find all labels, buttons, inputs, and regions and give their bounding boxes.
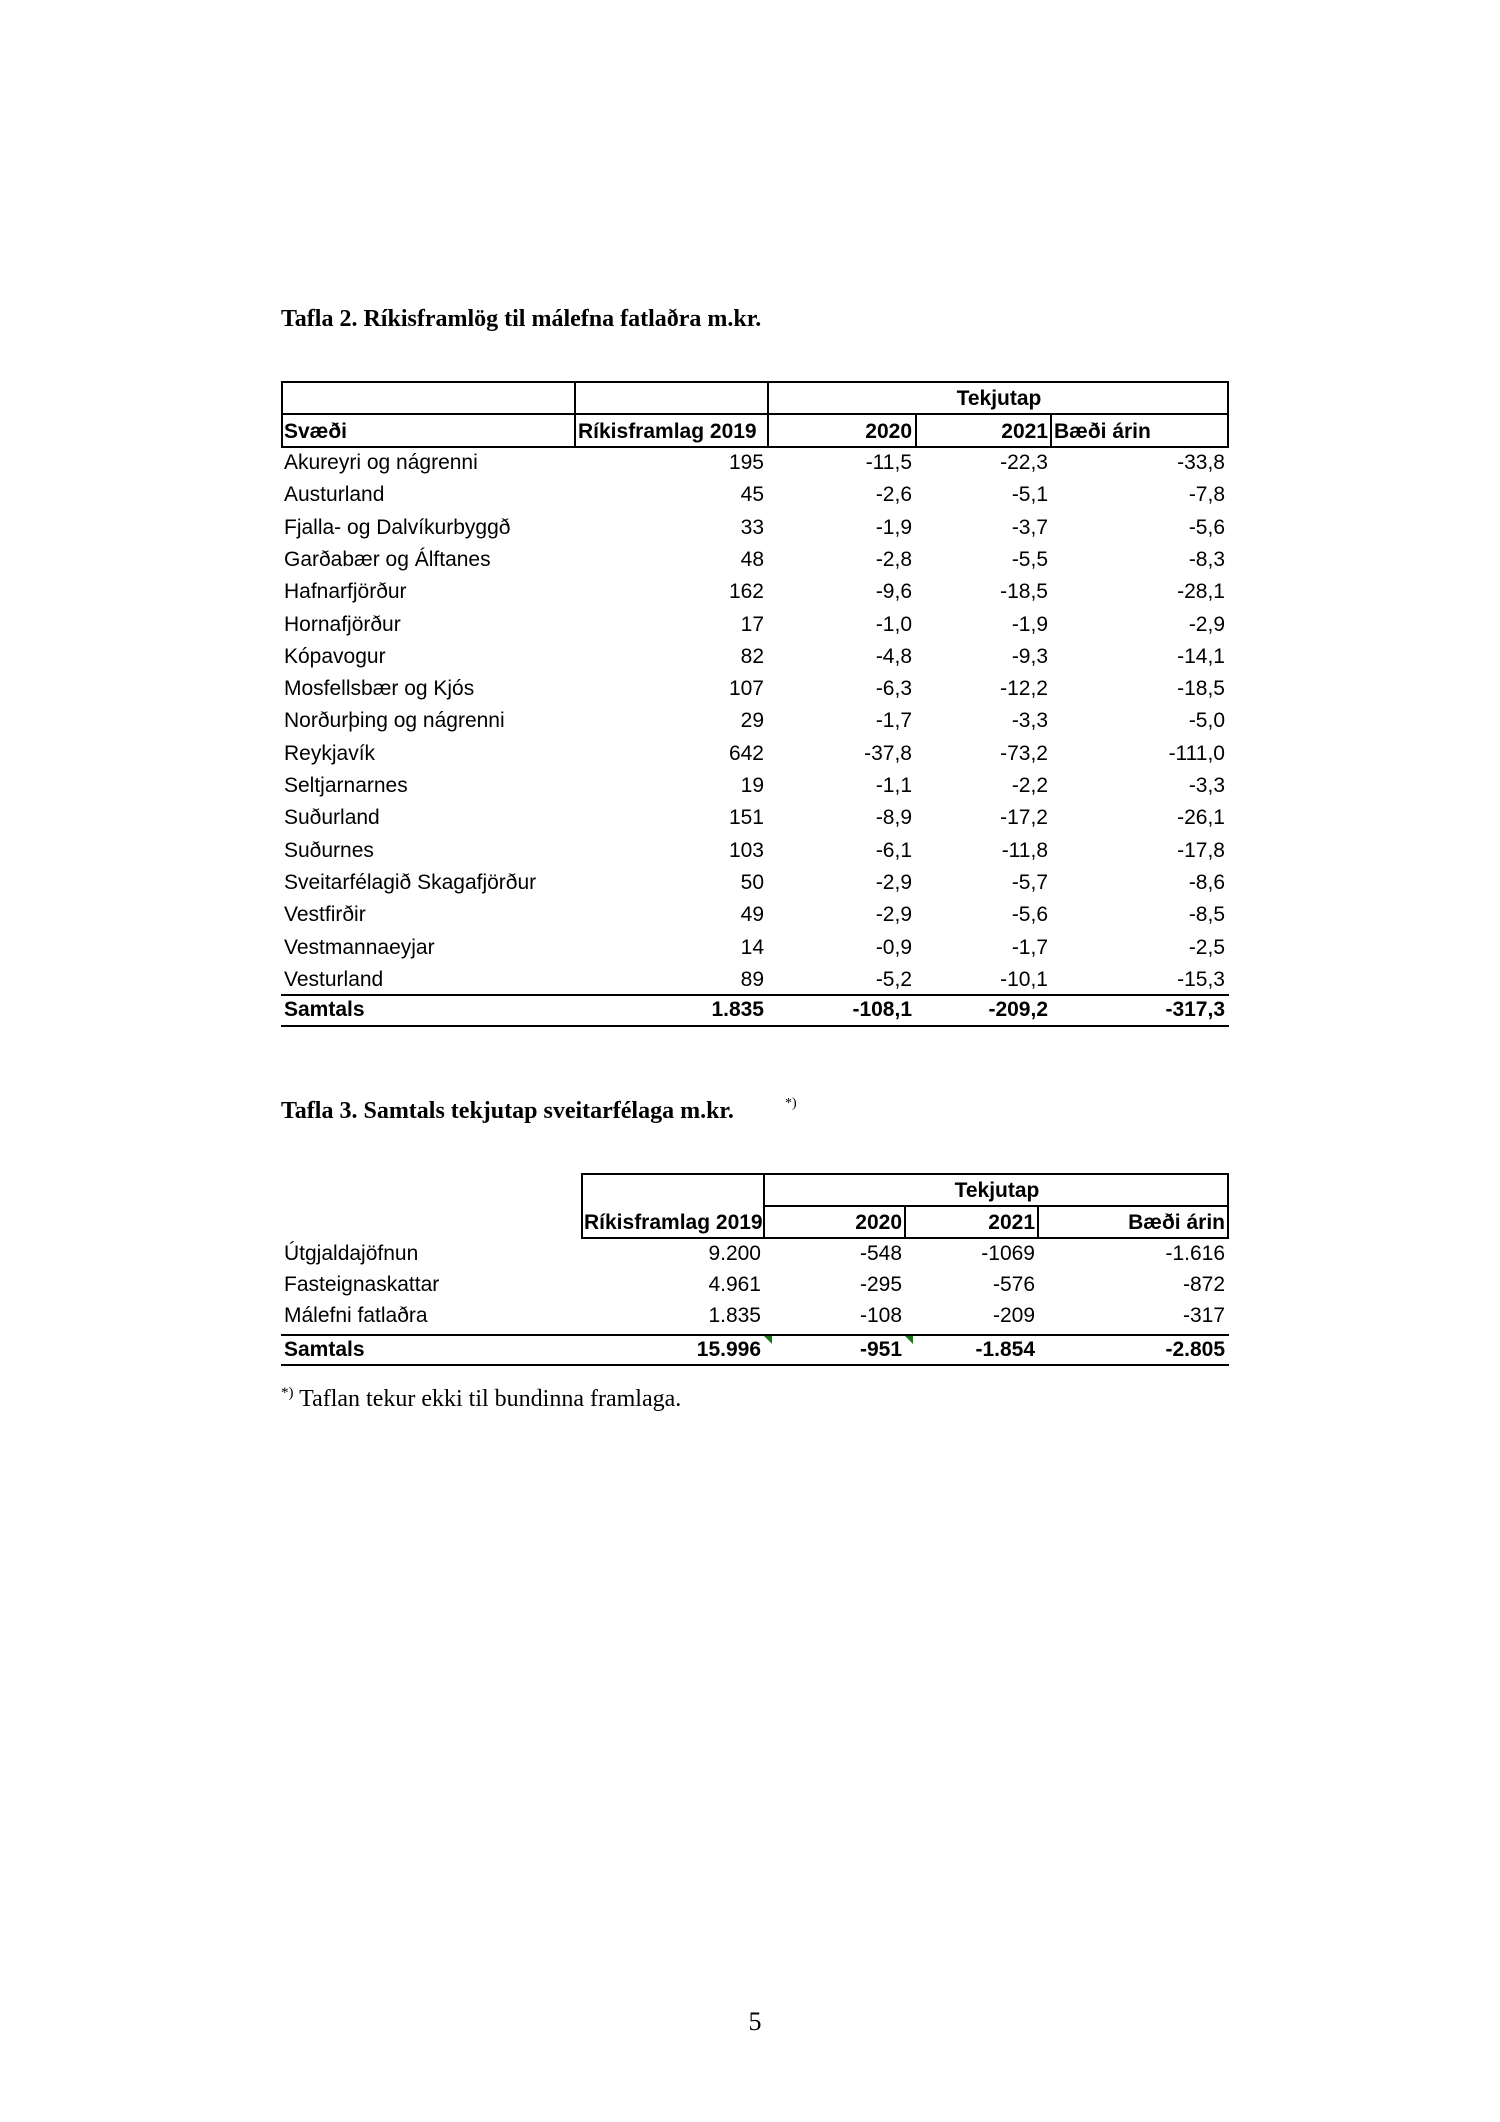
table2-contribution-value: 14 bbox=[740, 935, 764, 959]
table2-region-name: Garðabær og Álftanes bbox=[284, 547, 491, 571]
table3-title: Tafla 3. Samtals tekjutap sveitarfélaga m.kr. bbox=[281, 1098, 734, 1124]
comment-marker-icon bbox=[764, 1336, 772, 1344]
table3-total-value: -1.854 bbox=[975, 1338, 1035, 1361]
table2-group-divider bbox=[281, 413, 1229, 415]
table3-total-value: -2.805 bbox=[1165, 1338, 1225, 1361]
table3-row-label: Málefni fatlaðra bbox=[284, 1304, 428, 1327]
table2-contribution-value: 29 bbox=[740, 709, 764, 733]
table2-contribution-value: 45 bbox=[740, 483, 764, 507]
table2-loss-2020: -37,8 bbox=[864, 741, 912, 765]
table3-loss-2021: -576 bbox=[992, 1273, 1035, 1296]
table3-loss-both-years: -1.616 bbox=[1165, 1242, 1225, 1265]
table2-contribution-value: 151 bbox=[728, 806, 764, 830]
table2-loss-2020: -6,1 bbox=[875, 838, 912, 862]
table2-loss-both-years: -7,8 bbox=[1188, 483, 1225, 507]
table2-loss-2020: -11,5 bbox=[865, 451, 912, 474]
table2-contribution-value: 49 bbox=[740, 903, 764, 927]
table2-loss-2021: -22,3 bbox=[1000, 451, 1048, 474]
table2-loss-2021: -5,6 bbox=[1011, 903, 1048, 927]
table2-title: Tafla 2. Ríkisframlög til málefna fatlaðra m.kr. bbox=[281, 306, 762, 332]
table2-loss-2021: -10,1 bbox=[1000, 967, 1048, 991]
table2-header-region: Svæði bbox=[284, 420, 348, 443]
table3-vline bbox=[904, 1205, 906, 1238]
table3-header-both-years: Bæði árin bbox=[1128, 1211, 1225, 1234]
table2-loss-both-years: -17,8 bbox=[1177, 838, 1225, 862]
table3-loss-2020: -295 bbox=[859, 1273, 902, 1296]
table3-vline bbox=[581, 1173, 583, 1238]
table2-total-label: Samtals bbox=[284, 998, 365, 1021]
table2-loss-2021: -12,2 bbox=[1000, 677, 1048, 701]
table2-contribution-value: 103 bbox=[728, 838, 764, 862]
table2-top-border bbox=[281, 381, 1229, 383]
table2-region-name: Vesturland bbox=[284, 967, 384, 991]
table2-region-name: Suðurnes bbox=[284, 838, 374, 862]
table2-region-name: Austurland bbox=[284, 483, 385, 507]
table2-region-name: Reykjavík bbox=[284, 741, 376, 765]
table2-loss-2021: -73,2 bbox=[1000, 741, 1048, 765]
table2-loss-2020: -5,2 bbox=[875, 967, 912, 991]
table2-contribution-value: 50 bbox=[740, 870, 764, 894]
table2-total-value: -209,2 bbox=[988, 998, 1048, 1021]
footnote-text: Taflan tekur ekki til bundinna framlaga. bbox=[299, 1386, 682, 1412]
table2-loss-2020: -9,6 bbox=[875, 580, 912, 604]
table2-header-2021: 2021 bbox=[1001, 420, 1048, 443]
table2-loss-2021: -5,7 bbox=[1011, 870, 1048, 894]
table3-group-divider bbox=[763, 1205, 1229, 1207]
table2-group-header: Tekjutap bbox=[956, 387, 1042, 410]
table2-loss-both-years: -8,3 bbox=[1188, 547, 1225, 571]
table2-region-name: Kópavogur bbox=[284, 644, 386, 668]
table3-row-label: Útgjaldajöfnun bbox=[284, 1242, 419, 1265]
table2-loss-2021: -1,7 bbox=[1011, 935, 1048, 959]
table2-loss-both-years: -15,3 bbox=[1177, 967, 1225, 991]
table2-loss-both-years: -26,1 bbox=[1177, 806, 1225, 830]
table2-total-value: 1.835 bbox=[711, 998, 764, 1021]
table3-contribution-value: 4.961 bbox=[708, 1273, 761, 1296]
table3-loss-2020: -108 bbox=[859, 1304, 902, 1327]
table2-region-name: Suðurland bbox=[284, 806, 380, 830]
table2-region-name: Vestmannaeyjar bbox=[284, 935, 435, 959]
table2-loss-2020: -1,1 bbox=[875, 774, 912, 797]
table2-loss-both-years: -28,1 bbox=[1177, 580, 1225, 604]
table2-loss-2020: -1,0 bbox=[875, 612, 912, 636]
table2-loss-2020: -2,9 bbox=[875, 870, 912, 894]
table2-loss-both-years: -111,0 bbox=[1168, 741, 1225, 765]
table2-loss-both-years: -5,6 bbox=[1188, 515, 1225, 539]
table2-loss-both-years: -5,0 bbox=[1188, 709, 1225, 733]
table2-region-name: Akureyri og nágrenni bbox=[284, 451, 478, 474]
table2-loss-both-years: -3,3 bbox=[1188, 774, 1225, 797]
table2-contribution-value: 33 bbox=[740, 515, 764, 539]
table2-region-name: Fjalla- og Dalvíkurbyggð bbox=[284, 515, 511, 539]
table2-total-value: -108,1 bbox=[852, 998, 912, 1021]
table3-loss-2020: -548 bbox=[859, 1242, 902, 1265]
table2-loss-2020: -1,7 bbox=[875, 709, 912, 733]
table3-top-border bbox=[581, 1173, 1229, 1175]
table3-header-2020: 2020 bbox=[855, 1211, 902, 1234]
table2-contribution-value: 195 bbox=[728, 451, 764, 474]
table2-region-name: Seltjarnarnes bbox=[284, 774, 408, 797]
table2-loss-2021: -9,3 bbox=[1011, 644, 1048, 668]
table2-contribution-value: 642 bbox=[728, 741, 764, 765]
table2-loss-2021: -3,7 bbox=[1011, 515, 1048, 539]
table2-loss-2021: -3,3 bbox=[1011, 709, 1048, 733]
table2-loss-2020: -2,6 bbox=[875, 483, 912, 507]
table2-loss-both-years: -8,5 bbox=[1188, 903, 1225, 927]
table2-vline bbox=[915, 413, 917, 447]
table2-bottom-border bbox=[281, 1025, 1229, 1027]
table2-region-name: Sveitarfélagið Skagafjörður bbox=[284, 870, 537, 894]
table2-loss-2021: -17,2 bbox=[1000, 806, 1048, 830]
table2-total-top-border bbox=[281, 994, 1229, 996]
table2-vline bbox=[1050, 413, 1052, 447]
table3-group-header: Tekjutap bbox=[954, 1179, 1040, 1202]
table2-vline bbox=[574, 381, 576, 447]
table2-loss-2020: -6,3 bbox=[875, 677, 912, 701]
table2-contribution-value: 48 bbox=[740, 547, 764, 571]
table2-header-contribution: Ríkisframlag 2019 bbox=[578, 420, 757, 443]
table3-vline bbox=[1037, 1205, 1039, 1238]
table2-loss-2020: -8,9 bbox=[875, 806, 912, 830]
table3-total-top-border bbox=[281, 1334, 1229, 1336]
table2-contribution-value: 19 bbox=[740, 774, 764, 797]
table2-total-value: -317,3 bbox=[1165, 998, 1225, 1021]
table2-region-name: Mosfellsbær og Kjós bbox=[284, 677, 475, 701]
table3-total-value: -951 bbox=[859, 1338, 902, 1361]
table2-loss-both-years: -14,1 bbox=[1177, 644, 1225, 668]
table2-contribution-value: 162 bbox=[728, 580, 764, 604]
table2-loss-both-years: -2,5 bbox=[1188, 935, 1225, 959]
table3-header-contribution: Ríkisframlag 2019 bbox=[584, 1211, 763, 1234]
table2-loss-both-years: -8,6 bbox=[1188, 870, 1225, 894]
table2-loss-2020: -4,8 bbox=[875, 644, 912, 668]
table2-loss-2021: -5,5 bbox=[1011, 547, 1048, 571]
table3-bottom-border bbox=[281, 1364, 1229, 1366]
table2-loss-2020: -2,9 bbox=[875, 903, 912, 927]
table2-region-name: Hornafjörður bbox=[284, 612, 401, 636]
table2-header-bottom-border bbox=[281, 446, 1229, 448]
table2-region-name: Norðurþing og nágrenni bbox=[284, 709, 505, 733]
table3-total-label: Samtals bbox=[284, 1338, 365, 1361]
table2-header-both-years: Bæði árin bbox=[1054, 420, 1151, 443]
footnote-marker: *) bbox=[281, 1385, 294, 1401]
table2-contribution-value: 107 bbox=[728, 677, 764, 701]
page-number: 5 bbox=[748, 2007, 762, 2036]
table3-footnote-marker: *) bbox=[785, 1096, 797, 1111]
table2-contribution-value: 82 bbox=[740, 644, 764, 668]
table3-loss-both-years: -872 bbox=[1182, 1273, 1225, 1296]
table2-header-2020: 2020 bbox=[865, 420, 912, 443]
table2-loss-2021: -5,1 bbox=[1011, 483, 1048, 507]
footnote bbox=[281, 1385, 681, 1413]
table3-total-value: 15.996 bbox=[696, 1338, 761, 1361]
table3-row-label: Fasteignaskattar bbox=[284, 1273, 440, 1296]
table2-loss-2020: -1,9 bbox=[875, 515, 912, 539]
table3-contribution-value: 9.200 bbox=[708, 1242, 761, 1265]
comment-marker-icon bbox=[905, 1336, 913, 1344]
table3-loss-2021: -1069 bbox=[981, 1242, 1035, 1265]
table2-vline bbox=[281, 381, 283, 447]
table2-loss-both-years: -18,5 bbox=[1177, 677, 1225, 701]
table2-loss-2021: -18,5 bbox=[1000, 580, 1048, 604]
table2-loss-both-years: -2,9 bbox=[1188, 612, 1225, 636]
table3-header-2021: 2021 bbox=[988, 1211, 1035, 1234]
table2-loss-2021: -2,2 bbox=[1011, 774, 1048, 797]
table3-loss-2021: -209 bbox=[992, 1304, 1035, 1327]
table2-loss-2021: -11,8 bbox=[1001, 838, 1048, 862]
table2-region-name: Hafnarfjörður bbox=[284, 580, 407, 604]
table2-loss-2020: -2,8 bbox=[875, 547, 912, 571]
table3-contribution-value: 1.835 bbox=[708, 1304, 761, 1327]
table2-contribution-value: 89 bbox=[740, 967, 764, 991]
table2-contribution-value: 17 bbox=[740, 612, 764, 636]
table3-loss-both-years: -317 bbox=[1182, 1304, 1225, 1327]
table2-region-name: Vestfirðir bbox=[284, 903, 366, 927]
table2-loss-both-years: -33,8 bbox=[1177, 451, 1225, 474]
table2-loss-2020: -0,9 bbox=[875, 935, 912, 959]
table2-loss-2021: -1,9 bbox=[1011, 612, 1048, 636]
